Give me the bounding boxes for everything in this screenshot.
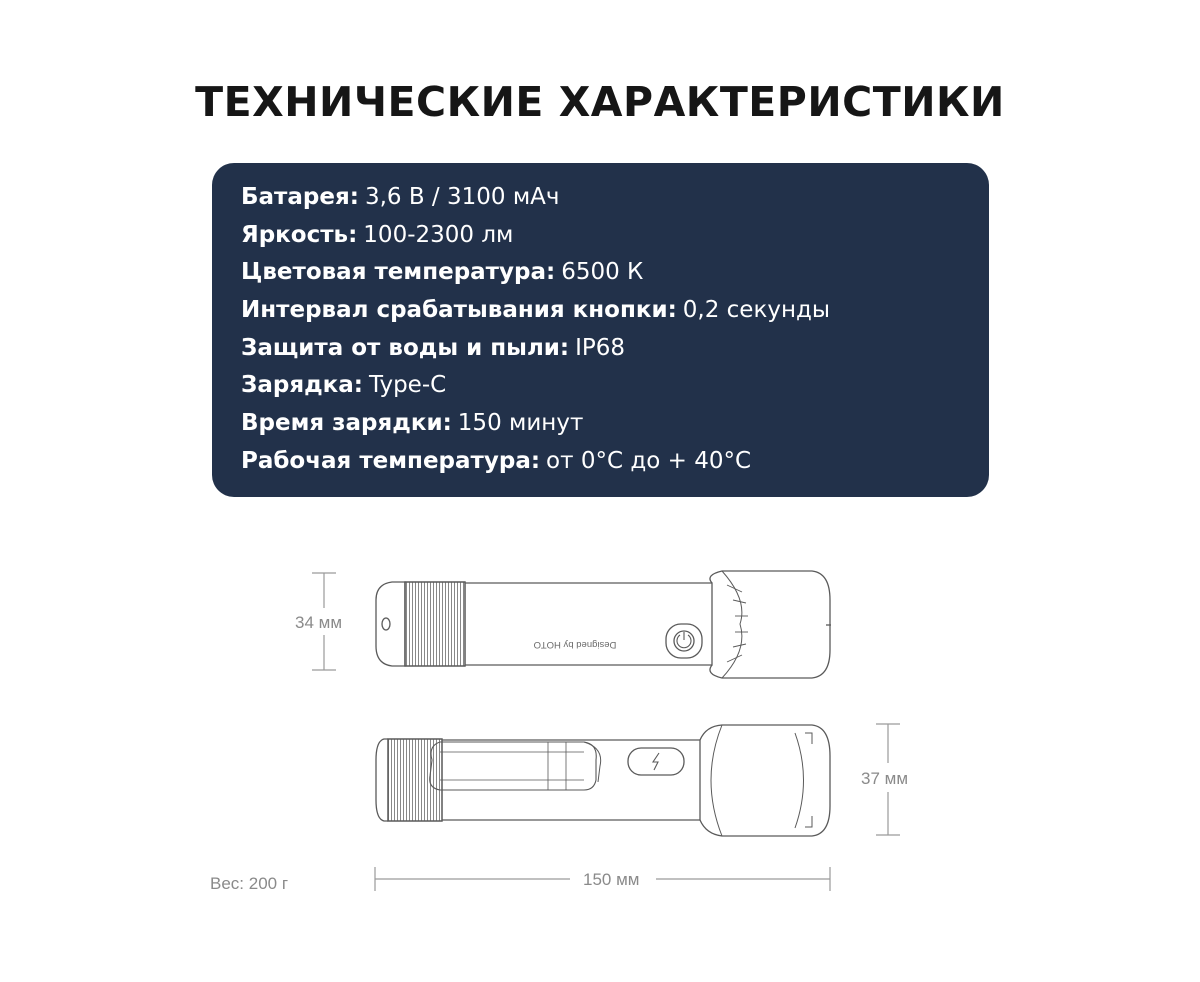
dimension-height-top: 34 мм [295, 613, 343, 632]
dimension-length: 150 мм [583, 870, 640, 889]
spec-label: Цветовая температура: [241, 259, 556, 286]
power-button-icon [666, 624, 702, 658]
spec-value: 100-2300 лм [363, 221, 514, 248]
spec-value: IP68 [575, 334, 626, 361]
spec-label: Зарядка: [241, 372, 363, 399]
spec-value: Type-C [369, 372, 447, 399]
spec-label: Рабочая температура: [241, 447, 541, 474]
spec-value: от 0°C до + 40°C [546, 447, 752, 474]
dimension-height-bottom: 37 мм [861, 769, 909, 788]
spec-value: 150 минут [457, 410, 584, 437]
flashlight-side-view [376, 725, 830, 836]
spec-label: Интервал срабатывания кнопки: [241, 297, 677, 324]
spec-label: Яркость: [241, 221, 358, 248]
page-title: ТЕХНИЧЕСКИЕ ХАРАКТЕРИСТИКИ [195, 78, 1005, 126]
weight-label: Вес: 200 г [210, 874, 289, 893]
flashlight-top-view [376, 571, 831, 678]
spec-label: Батарея: [241, 184, 359, 210]
spec-value: 3,6 В / 3100 мАч [364, 184, 560, 210]
spec-label: Защита от воды и пыли: [241, 334, 570, 361]
charging-bolt-icon [628, 748, 684, 775]
spec-label: Время зарядки: [241, 410, 452, 437]
spec-value: 6500 К [561, 259, 644, 286]
dimension-lines [312, 573, 900, 891]
spec-value: 0,2 секунды [682, 297, 831, 324]
brand-logo: Designed by HOTO [533, 639, 617, 650]
